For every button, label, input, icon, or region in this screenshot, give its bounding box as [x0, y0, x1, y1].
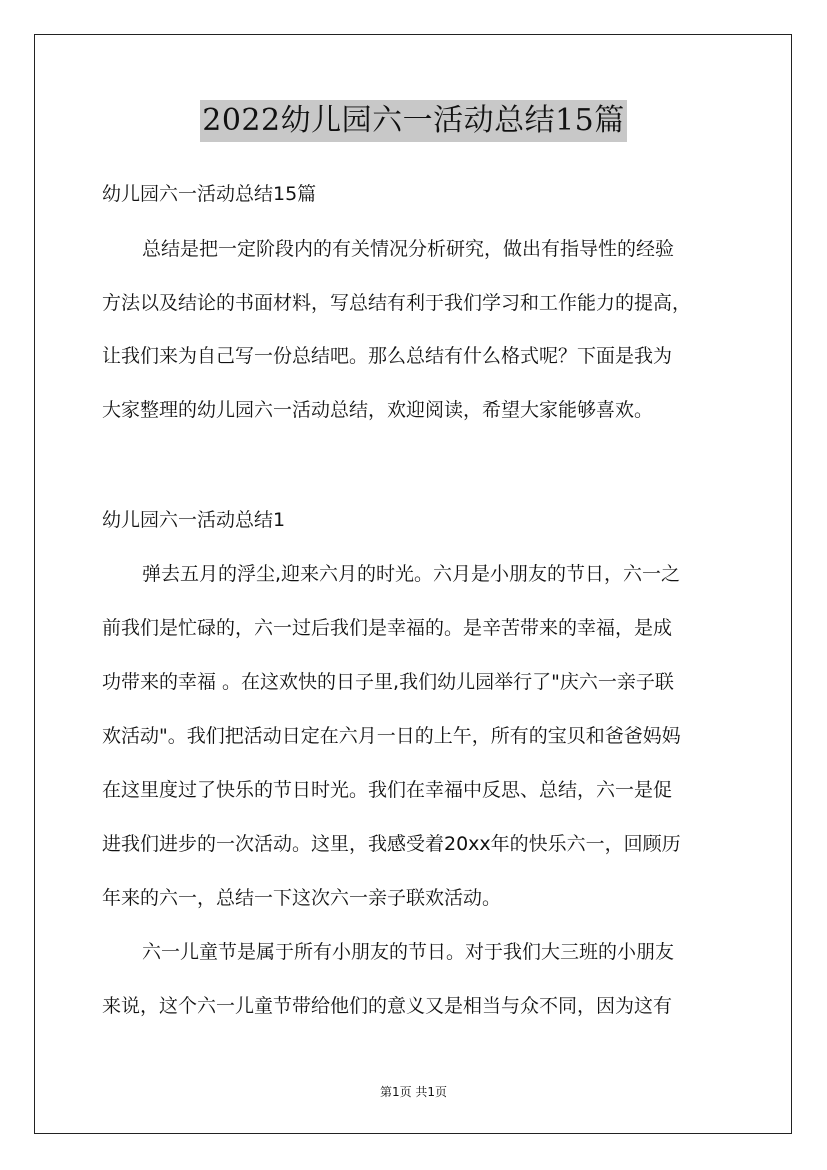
document-title: 2022幼儿园六一活动总结15篇	[200, 100, 627, 142]
intro-line-4: 大家整理的幼儿园六一活动总结，欢迎阅读，希望大家能够喜欢。	[102, 399, 654, 421]
paragraph-line-2: 前我们是忙碌的，六一过后我们是幸福的。是辛苦带来的幸福，是成	[102, 617, 673, 639]
paragraph2-line-1: 六一儿童节是属于所有小朋友的节日。对于我们大三班的小朋友	[142, 941, 675, 963]
intro-line-2: 方法以及结论的书面材料，写总结有利于我们学习和工作能力的提高，	[102, 292, 692, 314]
intro-line-3: 让我们来为自己写一份总结吧。那么总结有什么格式呢？下面是我为	[102, 345, 673, 367]
paragraph-line-1: 弹去五月的浮尘,迎来六月的时光。六月是小朋友的节日，六一之	[142, 563, 681, 585]
page-footer: 第1页 共1页	[379, 1085, 448, 1099]
section-heading: 幼儿园六一活动总结1	[102, 509, 286, 531]
paragraph-line-3: 功带来的幸福 。在这欢快的日子里,我们幼儿园举行了"庆六一亲子联	[102, 671, 674, 693]
paragraph-line-5: 在这里度过了快乐的节日时光。我们在幸福中反思、总结，六一是促	[102, 779, 673, 801]
intro-line-1: 总结是把一定阶段内的有关情况分析研究，做出有指导性的经验	[142, 238, 675, 260]
paragraph-line-6: 进我们进步的一次活动。这里，我感受着20xx年的快乐六一，回顾历	[102, 833, 681, 855]
paragraph-line-7: 年来的六一，总结一下这次六一亲子联欢活动。	[102, 887, 502, 909]
document-subtitle: 幼儿园六一活动总结15篇	[102, 183, 317, 205]
title-container	[0, 100, 827, 142]
paragraph2-line-2: 来说，这个六一儿童节带给他们的意义又是相当与众不同，因为这有	[102, 995, 673, 1017]
paragraph-line-4: 欢活动"。我们把活动日定在六月一日的上午，所有的宝贝和爸爸妈妈	[102, 725, 681, 747]
